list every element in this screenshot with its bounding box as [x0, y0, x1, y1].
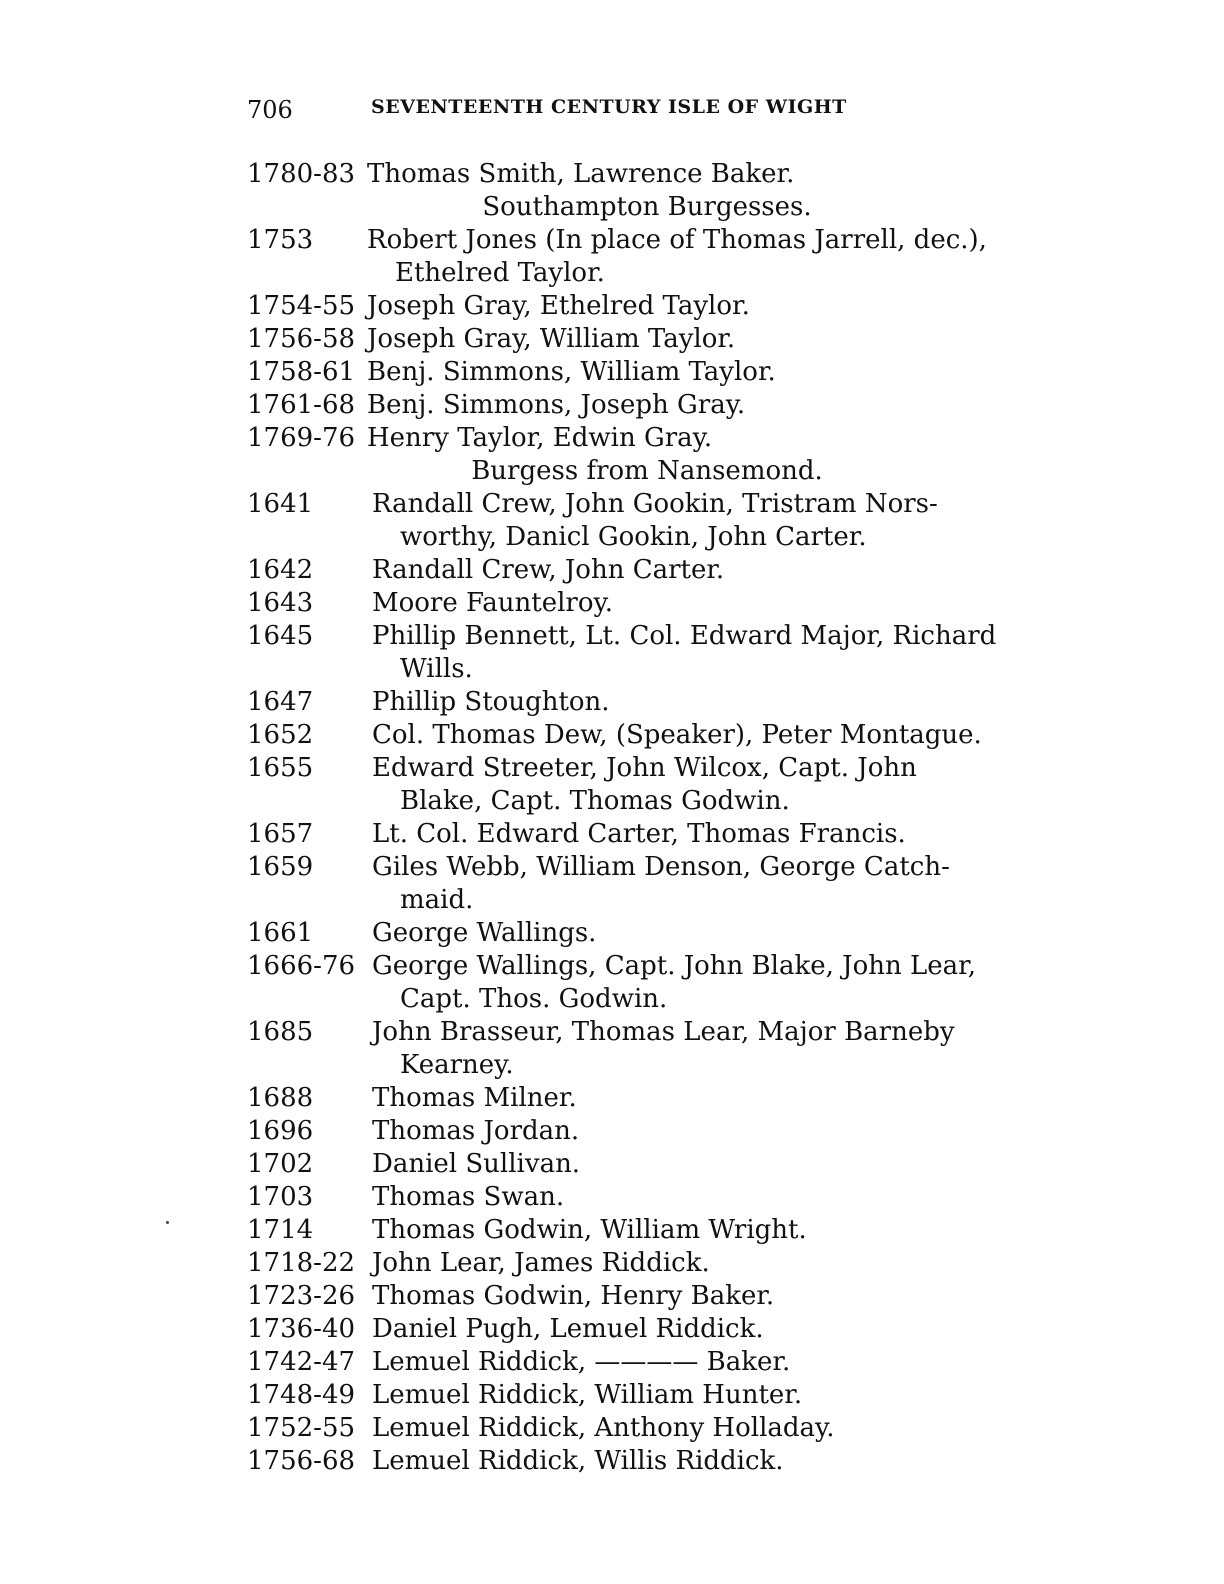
entry-names: [372, 1445, 1007, 1478]
names-line: Benj. Simmons, Joseph Gray.: [367, 390, 746, 420]
entry-names: [372, 1280, 1007, 1313]
names-line: Lemuel Riddick, Willis Riddick.: [372, 1446, 784, 1476]
entry-year: 1754-55: [247, 291, 356, 321]
section-isle-of-wight-burgesses: [247, 158, 1007, 191]
names-line: Henry Taylor, Edwin Gray.: [367, 423, 713, 453]
entry-row: [247, 719, 1007, 752]
names-line: Lt. Col. Edward Carter, Thomas Francis.: [372, 819, 906, 849]
names-continuation-line: Blake, Capt. Thomas Godwin.: [400, 786, 790, 816]
names-line: Daniel Pugh, Lemuel Riddick.: [372, 1314, 764, 1344]
entry-year: 1736-40: [247, 1314, 356, 1344]
entry-row: [247, 488, 1007, 554]
entry-row: [247, 422, 1007, 455]
entry-row: [247, 950, 1007, 1016]
names-line: John Lear, James Riddick.: [372, 1248, 710, 1278]
names-line: Phillip Stoughton.: [372, 687, 610, 717]
entry-row: [247, 1280, 1007, 1313]
entry-names: [372, 587, 1007, 620]
entry-names: [372, 1115, 1007, 1148]
names-line: Randall Crew, John Gookin, Tristram Nors-: [372, 489, 938, 519]
names-line: Edward Streeter, John Wilcox, Capt. John: [372, 753, 917, 783]
entry-names: [372, 1247, 1007, 1280]
names-continuation-line: Capt. Thos. Godwin.: [400, 984, 668, 1014]
running-title: SEVENTEENTH CENTURY ISLE OF WIGHT: [371, 96, 847, 118]
entry-names: [367, 323, 1007, 356]
entry-year: 1643: [247, 588, 314, 618]
entry-names: [372, 1082, 1007, 1115]
entry-names: [372, 488, 1007, 554]
entry-year: 1718-22: [247, 1248, 356, 1278]
names-continuation-line: maid.: [400, 885, 474, 915]
entry-year: 1748-49: [247, 1380, 356, 1410]
scan-speck: [166, 1221, 169, 1224]
entry-names: [372, 752, 1007, 818]
page-number: 706: [247, 96, 293, 124]
entry-row: [247, 620, 1007, 686]
entry-row: [247, 1016, 1007, 1082]
entry-year: 1685: [247, 1017, 314, 1047]
names-line: Lemuel Riddick, ———— Baker.: [372, 1347, 791, 1377]
names-line: Thomas Godwin, Henry Baker.: [372, 1281, 775, 1311]
entry-year: 1756-58: [247, 324, 356, 354]
entry-row: [247, 587, 1007, 620]
entry-row: [247, 323, 1007, 356]
section-heading-nansemond: Burgess from Nansemond.: [471, 456, 823, 486]
entry-names: [372, 1346, 1007, 1379]
names-line: Thomas Jordan.: [372, 1116, 580, 1146]
entry-row: [247, 851, 1007, 917]
names-continuation-line: Ethelred Taylor.: [395, 258, 605, 288]
section-nansemond-burgesses: [247, 488, 1007, 1478]
section-heading-southampton: Southampton Burgesses.: [482, 192, 812, 222]
entry-row: [247, 389, 1007, 422]
entry-row: [247, 356, 1007, 389]
entry-year: 1659: [247, 852, 314, 882]
names-line: Lemuel Riddick, Anthony Holladay.: [372, 1413, 835, 1443]
entry-row: [247, 1148, 1007, 1181]
entry-row: [247, 1247, 1007, 1280]
names-line: Joseph Gray, Ethelred Taylor.: [367, 291, 750, 321]
entry-row: [247, 1379, 1007, 1412]
entry-names: [367, 356, 1007, 389]
names-line: Giles Webb, William Denson, George Catch-: [372, 852, 950, 882]
names-line: Moore Fauntelroy.: [372, 588, 614, 618]
entry-row: [247, 1115, 1007, 1148]
entry-year: 1753: [247, 225, 314, 255]
entry-year: 1761-68: [247, 390, 356, 420]
entry-row: [247, 1445, 1007, 1478]
running-head: [247, 96, 1007, 126]
entry-year: 1661: [247, 918, 314, 948]
entry-year: 1655: [247, 753, 314, 783]
entry-year: 1641: [247, 489, 314, 519]
entry-year: 1756-68: [247, 1446, 356, 1476]
entry-names: [372, 818, 1007, 851]
names-line: Col. Thomas Dew, (Speaker), Peter Montague.: [372, 720, 982, 750]
entry-row: [247, 290, 1007, 323]
entry-names: [367, 224, 1007, 290]
entry-names: [372, 686, 1007, 719]
entry-names: [372, 620, 1007, 686]
entry-year: 1642: [247, 555, 314, 585]
entry-row: [247, 1082, 1007, 1115]
entry-names: [372, 554, 1007, 587]
names-line: George Wallings.: [372, 918, 597, 948]
entry-row: [247, 686, 1007, 719]
entry-year: 1688: [247, 1083, 314, 1113]
entry-year: 1652: [247, 720, 314, 750]
entry-names: [372, 1313, 1007, 1346]
entry-row: [247, 1214, 1007, 1247]
entry-year: 1696: [247, 1116, 314, 1146]
entry-year: 1703: [247, 1182, 314, 1212]
entry-year: 1769-76: [247, 423, 356, 453]
entry-names: [372, 1412, 1007, 1445]
entry-year: 1657: [247, 819, 314, 849]
entry-names: [372, 1148, 1007, 1181]
entry-year: 1742-47: [247, 1347, 356, 1377]
names-line: Benj. Simmons, William Taylor.: [367, 357, 776, 387]
entry-row: [247, 917, 1007, 950]
burgess-list: [247, 158, 1007, 1478]
entry-year: 1723-26: [247, 1281, 356, 1311]
entry-year: 1752-55: [247, 1413, 356, 1443]
section-southampton-burgesses: [247, 224, 1007, 455]
entry-year: 1702: [247, 1149, 314, 1179]
names-line: Phillip Bennett, Lt. Col. Edward Major, Richard: [372, 621, 997, 651]
entry-year: 1666-76: [247, 951, 356, 981]
names-line: Thomas Milner.: [372, 1083, 577, 1113]
names-line: George Wallings, Capt. John Blake, John Lear,: [372, 951, 976, 981]
names-line: Thomas Godwin, William Wright.: [372, 1215, 807, 1245]
entry-year: 1645: [247, 621, 314, 651]
entry-year: 1780-83: [247, 159, 356, 189]
names-line: Thomas Smith, Lawrence Baker.: [367, 159, 795, 189]
entry-names: [372, 719, 1007, 752]
entry-names: [372, 1016, 1007, 1082]
entry-row: [247, 1181, 1007, 1214]
entry-row: [247, 818, 1007, 851]
entry-names: [367, 422, 1007, 455]
entry-row: [247, 554, 1007, 587]
names-line: Randall Crew, John Carter.: [372, 555, 725, 585]
entry-row: [247, 1313, 1007, 1346]
entry-row: [247, 224, 1007, 290]
entry-names: [372, 1181, 1007, 1214]
names-line: Robert Jones (In place of Thomas Jarrell, dec.),: [367, 225, 987, 255]
entry-names: [372, 1379, 1007, 1412]
entry-names: [372, 851, 1007, 917]
names-line: Daniel Sullivan.: [372, 1149, 581, 1179]
entry-names: [367, 389, 1007, 422]
names-continuation-line: worthy, Danicl Gookin, John Carter.: [400, 522, 867, 552]
entry-year: 1758-61: [247, 357, 356, 387]
entry-row: [247, 158, 1007, 191]
names-line: John Brasseur, Thomas Lear, Major Barneby: [372, 1017, 955, 1047]
names-continuation-line: Kearney.: [400, 1050, 514, 1080]
entry-names: [367, 290, 1007, 323]
names-line: Joseph Gray, William Taylor.: [367, 324, 736, 354]
entry-names: [372, 950, 1007, 1016]
entry-names: [372, 1214, 1007, 1247]
entry-row: [247, 1346, 1007, 1379]
entry-names: [367, 158, 1007, 191]
names-line: Lemuel Riddick, William Hunter.: [372, 1380, 803, 1410]
entry-names: [372, 917, 1007, 950]
names-line: Thomas Swan.: [372, 1182, 565, 1212]
entry-row: [247, 752, 1007, 818]
entry-year: 1714: [247, 1215, 314, 1245]
entry-row: [247, 1412, 1007, 1445]
names-continuation-line: Wills.: [400, 654, 473, 684]
entry-year: 1647: [247, 687, 314, 717]
